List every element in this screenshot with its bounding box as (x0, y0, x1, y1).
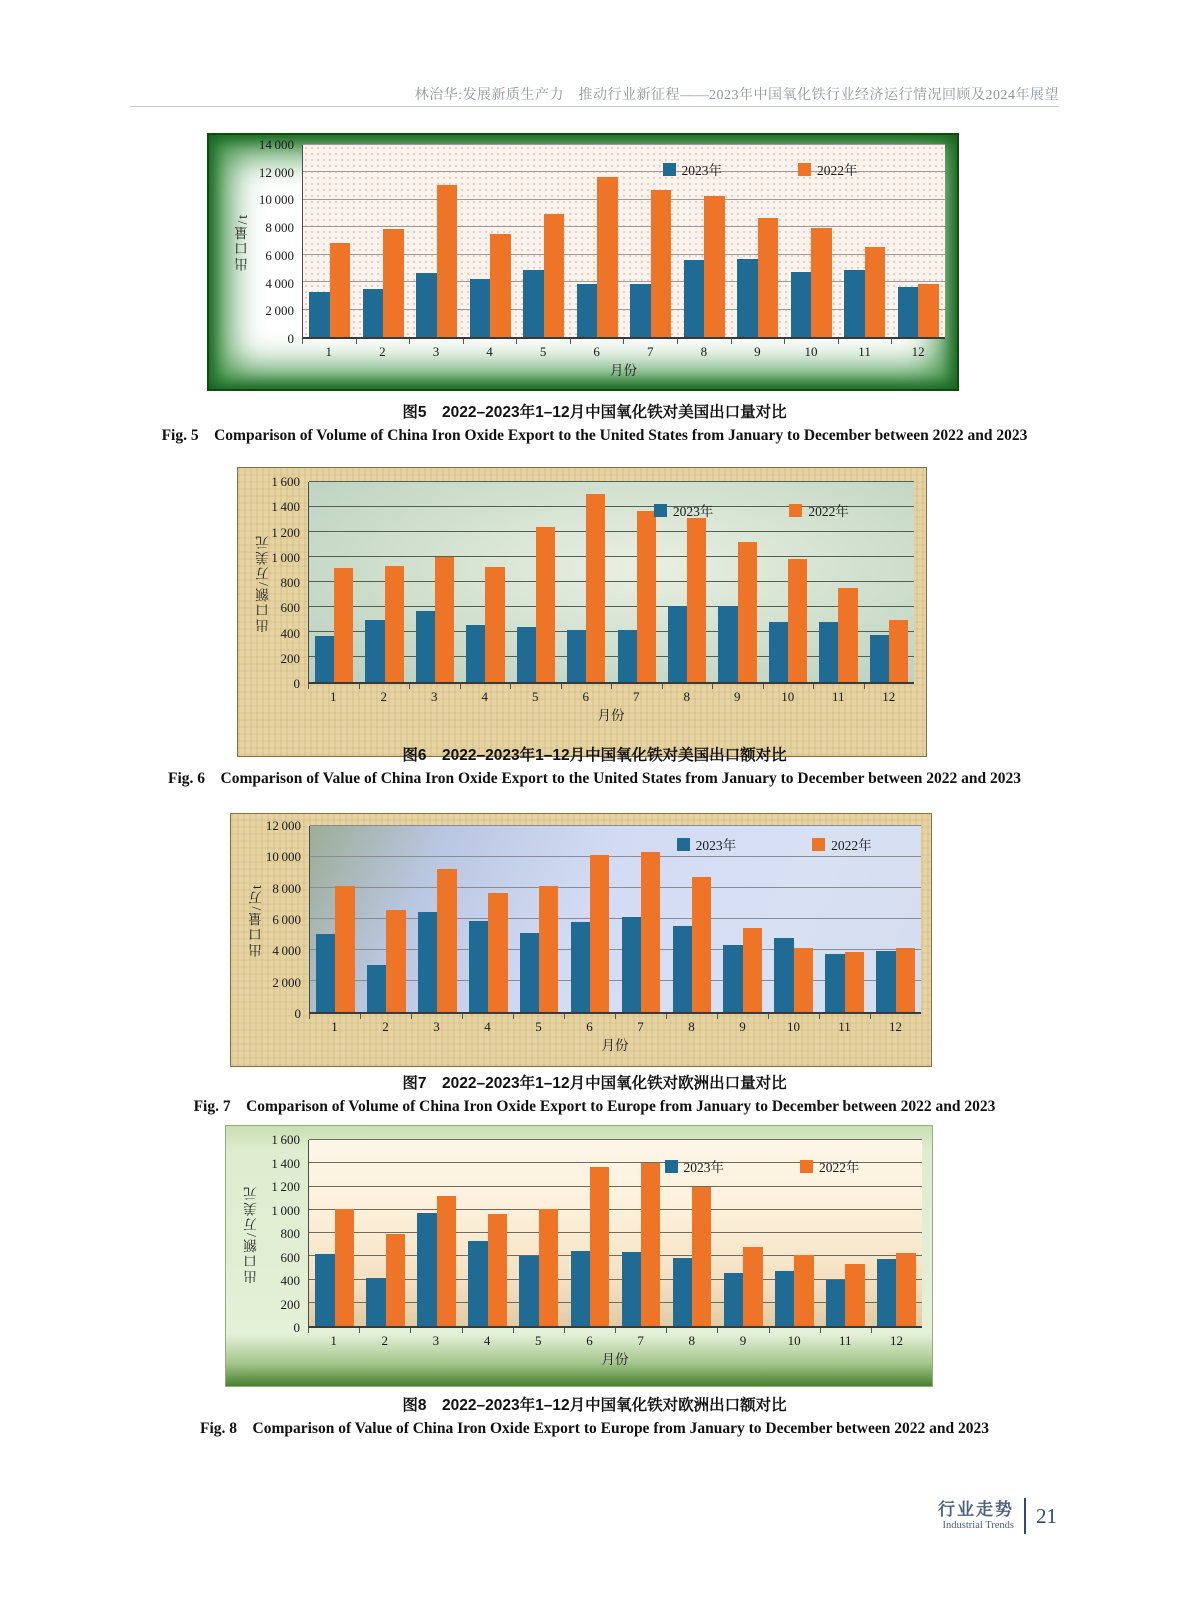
x-tick-label: 2 (360, 1018, 411, 1036)
bar-group-month-3 (411, 1140, 462, 1326)
y-tick-label: 0 (287, 331, 294, 346)
bar-2022-month-11 (845, 952, 864, 1012)
bar-group-month-2 (361, 826, 412, 1012)
bar-2022-month-4 (488, 893, 507, 1012)
plot-area (302, 145, 945, 339)
y-tick-label: 6 000 (265, 247, 294, 263)
legend-label: 2023年 (681, 163, 723, 178)
bar-2023-month-10 (774, 938, 793, 1012)
bar-2022-month-5 (536, 527, 555, 682)
x-tick-label: 12 (870, 1018, 921, 1036)
bar-2023-month-6 (571, 1251, 590, 1326)
y-tick-label: 0 (294, 1006, 301, 1021)
bar-group-month-5 (514, 826, 565, 1012)
bar-2022-month-1 (330, 243, 350, 337)
bar-2023-month-8 (684, 260, 704, 337)
y-tick-label: 1 600 (271, 1132, 300, 1147)
bar-group-month-1 (309, 482, 359, 682)
bar-2023-month-3 (416, 273, 436, 337)
legend-item-2023 (677, 834, 737, 854)
legend-swatch (663, 163, 676, 176)
bar-group-month-2 (360, 1140, 411, 1326)
figure-6-caption-cn: 图6 2022–2023年1–12月中国氧化铁对美国出口额对比 (402, 747, 787, 764)
x-tick-label: 1 (302, 343, 356, 361)
bar-2023-month-6 (571, 922, 590, 1012)
bar-2022-month-7 (641, 852, 660, 1012)
x-tick-label: 8 (666, 1018, 717, 1036)
bar-group-month-2 (357, 145, 411, 337)
x-tick-label: 4 (463, 343, 517, 361)
legend-label: 2023年 (695, 838, 737, 853)
legend (663, 159, 858, 179)
bar-2022-month-1 (334, 568, 353, 682)
y-tick-label: 200 (280, 1296, 300, 1312)
bar-2023-month-3 (416, 611, 435, 682)
y-tick-label: 1 200 (271, 524, 300, 540)
y-tick-label: 1 200 (271, 1179, 300, 1194)
plot-area (308, 482, 914, 684)
legend-swatch (798, 163, 811, 176)
bar-2023-month-4 (469, 921, 488, 1012)
x-tick-label: 1 (308, 688, 359, 706)
x-tick-label: 11 (819, 1018, 870, 1036)
figure-7-caption-en: Fig. 7 Comparison of Volume of China Iron Oxide Export to Europe from January to December between 2022 and 2023 (193, 1098, 996, 1115)
bar-2023-month-12 (870, 635, 889, 682)
bar-2022-month-3 (437, 185, 457, 337)
x-tick-label: 5 (513, 1332, 564, 1350)
y-tick-label: 1 000 (271, 549, 300, 565)
x-tick-label: 9 (717, 1332, 768, 1350)
bar-2022-month-2 (383, 229, 403, 337)
y-tick-label: 200 (280, 650, 300, 666)
bar-2022-month-5 (539, 886, 558, 1012)
legend-label: 2022年 (817, 163, 858, 178)
bar-2022-month-3 (437, 1196, 456, 1326)
bar-2022-month-1 (335, 1209, 354, 1326)
bar-2022-month-10 (794, 948, 813, 1012)
x-tick-label: 6 (570, 343, 624, 361)
x-tick-label: 8 (662, 688, 713, 706)
x-tick-label: 2 (359, 1332, 410, 1350)
bar-2022-month-12 (896, 1253, 915, 1326)
bar-group-month-6 (571, 145, 625, 337)
legend-swatch (812, 838, 825, 851)
footer-divider (1024, 1498, 1026, 1534)
bar-2023-month-9 (718, 606, 737, 682)
bar-group-month-5 (511, 482, 561, 682)
y-axis-title: 出口量/万t (249, 883, 264, 957)
bar-group-month-6 (565, 826, 616, 1012)
bar-group-month-4 (460, 482, 510, 682)
bar-group-month-5 (517, 145, 571, 337)
page-number: 21 (1036, 1503, 1057, 1528)
bar-2022-month-8 (687, 518, 706, 682)
legend (677, 834, 872, 854)
bar-2022-month-4 (490, 234, 510, 337)
figure-5-caption-en: Fig. 5 Comparison of Volume of China Iron Oxide Export to the United States from January to December between 2022 and 2023 (161, 427, 1028, 444)
bar-group-month-7 (615, 1140, 666, 1326)
bar-2022-month-12 (889, 620, 908, 683)
x-axis-title: 月份 (597, 708, 625, 723)
bar-group-month-3 (410, 145, 464, 337)
x-tick-label: 3 (409, 343, 463, 361)
bar-2023-month-12 (877, 1259, 896, 1326)
legend-item-2022 (789, 500, 849, 520)
bar-2023-month-4 (470, 279, 490, 337)
bar-2023-month-4 (466, 625, 485, 683)
bar-2023-month-8 (668, 606, 687, 682)
x-tick-label: 3 (411, 1018, 462, 1036)
y-tick-label: 12 000 (265, 818, 301, 833)
legend-item-2022 (798, 159, 858, 179)
bar-2023-month-2 (367, 965, 386, 1012)
y-axis-title: 出口量/t (235, 212, 250, 272)
bar-group-month-1 (303, 145, 357, 337)
bar-2022-month-2 (386, 910, 405, 1012)
x-tick-label: 2 (356, 343, 410, 361)
bar-2022-month-9 (738, 542, 757, 682)
x-tick-labels (308, 688, 914, 706)
bar-2023-month-2 (366, 1278, 385, 1326)
bar-2023-month-11 (844, 270, 864, 337)
bar-group-month-3 (410, 482, 460, 682)
x-tick-label: 10 (768, 1018, 819, 1036)
y-tick-label: 400 (280, 625, 300, 641)
bar-2023-month-6 (577, 284, 597, 337)
x-tick-label: 1 (308, 1332, 359, 1350)
legend-label: 2022年 (808, 504, 849, 519)
y-tick-label: 800 (280, 1226, 300, 1241)
bar-2023-month-2 (363, 289, 383, 337)
legend-item-2023 (663, 159, 723, 179)
x-tick-label: 11 (838, 343, 892, 361)
running-head: 林治华:发展新质生产力 推动行业新征程——2023年中国氧化铁行业经济运行情况回顾及2024年展望 (414, 88, 1059, 103)
x-tick-labels (302, 343, 945, 361)
bar-group-month-6 (564, 1140, 615, 1326)
bar-2023-month-11 (825, 954, 844, 1012)
bar-group-month-7 (616, 826, 667, 1012)
legend-label: 2022年 (819, 1160, 860, 1175)
bar-2023-month-11 (819, 622, 838, 682)
bar-2023-month-1 (315, 636, 334, 682)
bar-2022-month-2 (385, 566, 404, 682)
figure-7-caption-cn: 图7 2022–2023年1–12月中国氧化铁对欧洲出口量对比 (402, 1075, 787, 1092)
y-tick-label: 600 (280, 1249, 300, 1265)
x-axis-title: 月份 (601, 1038, 629, 1053)
y-tick-label: 1 000 (271, 1202, 300, 1218)
bar-2023-month-1 (309, 292, 329, 337)
bar-group-month-3 (412, 826, 463, 1012)
bar-group-month-4 (463, 826, 514, 1012)
bar-2022-month-8 (692, 1187, 711, 1327)
footer-title-en: Industrial Trends (942, 1520, 1014, 1531)
bar-2022-month-8 (692, 877, 711, 1012)
legend-item-2022 (812, 834, 872, 854)
legend-swatch (654, 504, 667, 517)
y-tick-label: 1 400 (271, 499, 300, 515)
legend (654, 500, 849, 520)
y-tick-label: 10 000 (258, 192, 294, 208)
bar-group-month-2 (359, 482, 409, 682)
x-tick-label: 6 (564, 1018, 615, 1036)
x-tick-label: 9 (731, 343, 785, 361)
x-tick-label: 7 (615, 1018, 666, 1036)
bar-2022-month-11 (845, 1264, 864, 1326)
bar-2022-month-1 (335, 886, 354, 1012)
bar-2023-month-6 (567, 630, 586, 683)
bar-2023-month-9 (737, 259, 757, 337)
y-tick-label: 4 000 (265, 275, 294, 291)
x-tick-label: 3 (409, 688, 460, 706)
legend-swatch (665, 1160, 678, 1173)
bar-2023-month-2 (365, 620, 384, 682)
legend-item-2023 (665, 1156, 725, 1176)
bar-2023-month-12 (876, 951, 895, 1012)
x-tick-label: 5 (513, 1018, 564, 1036)
figure-6-chart (237, 467, 927, 757)
legend-label: 2023年 (683, 1160, 725, 1175)
x-tick-label: 8 (666, 1332, 717, 1350)
x-tick-label: 8 (677, 343, 731, 361)
y-tick-label: 8 000 (272, 880, 301, 896)
figure-8-caption-cn: 图8 2022–2023年1–12月中国氧化铁对欧洲出口额对比 (402, 1397, 787, 1414)
header-rule (130, 106, 1059, 107)
legend-swatch (789, 504, 802, 517)
x-tick-label: 10 (784, 343, 838, 361)
bar-2023-month-10 (791, 272, 811, 337)
y-tick-label: 1 600 (271, 474, 300, 489)
x-tick-label: 7 (615, 1332, 666, 1350)
bar-2022-month-10 (788, 559, 807, 682)
bar-2022-month-6 (590, 1167, 609, 1326)
bar-2022-month-10 (811, 228, 831, 337)
bar-group-month-5 (513, 1140, 564, 1326)
y-tick-label: 800 (280, 575, 300, 590)
bar-group-month-12 (864, 482, 914, 682)
bar-2023-month-7 (622, 917, 641, 1012)
figure-8-caption-en: Fig. 8 Comparison of Value of China Iron Oxide Export to Europe from January to December between 2022 and 2023 (200, 1420, 989, 1437)
x-tick-label: 11 (820, 1332, 871, 1350)
bar-2023-month-7 (618, 630, 637, 682)
x-tick-label: 9 (712, 688, 763, 706)
y-tick-label: 8 000 (265, 220, 294, 236)
bar-2022-month-7 (641, 1163, 660, 1326)
x-axis-title: 月份 (601, 1352, 629, 1367)
x-tick-label: 12 (864, 688, 915, 706)
bar-2022-month-4 (488, 1214, 507, 1326)
bar-group-month-4 (464, 145, 518, 337)
x-tick-label: 6 (564, 1332, 615, 1350)
legend-swatch (677, 838, 690, 851)
y-tick-label: 2 000 (272, 974, 301, 990)
x-tick-label: 7 (611, 688, 662, 706)
bar-2023-month-1 (316, 934, 335, 1012)
bar-2023-month-7 (630, 284, 650, 337)
y-tick-label: 0 (293, 1320, 300, 1335)
x-tick-label: 4 (462, 1018, 513, 1036)
x-tick-label: 9 (717, 1018, 768, 1036)
bar-2022-month-6 (586, 494, 605, 682)
y-axis-title: 出口额/万美元 (244, 1184, 259, 1284)
bar-2023-month-12 (898, 287, 918, 337)
bar-2023-month-4 (468, 1241, 487, 1326)
bar-2022-month-12 (918, 284, 938, 337)
bar-2022-month-5 (539, 1209, 558, 1326)
figure-5-caption-cn: 图5 2022–2023年1–12月中国氧化铁对美国出口量对比 (402, 404, 787, 421)
y-tick-label: 600 (280, 600, 300, 616)
x-tick-labels (308, 1332, 922, 1350)
bar-2023-month-5 (517, 627, 536, 682)
y-axis-title: 出口额/万美元 (256, 533, 271, 633)
bar-2022-month-9 (743, 928, 762, 1012)
footer-section-title (938, 1500, 1014, 1532)
bar-2023-month-3 (418, 912, 437, 1012)
y-tick-label: 10 000 (265, 849, 301, 865)
y-tick-label: 12 000 (258, 164, 294, 180)
bar-2022-month-8 (704, 196, 724, 337)
bar-group-month-6 (561, 482, 611, 682)
bar-group-month-1 (309, 1140, 360, 1326)
x-tick-labels (309, 1018, 921, 1036)
x-tick-label: 12 (871, 1332, 922, 1350)
bar-2022-month-11 (865, 247, 885, 337)
bar-group-month-4 (462, 1140, 513, 1326)
x-tick-label: 10 (769, 1332, 820, 1350)
legend-item-2023 (654, 500, 714, 520)
bar-2022-month-3 (435, 557, 454, 682)
bar-2022-month-4 (485, 567, 504, 682)
bar-2023-month-8 (673, 1258, 692, 1326)
legend-label: 2022年 (831, 838, 872, 853)
x-tick-label: 11 (813, 688, 864, 706)
y-tick-label: 6 000 (272, 912, 301, 927)
bar-2023-month-11 (826, 1280, 845, 1327)
bar-2022-month-6 (590, 855, 609, 1012)
bar-2022-month-10 (794, 1255, 813, 1326)
x-tick-label: 1 (309, 1018, 360, 1036)
x-tick-label: 4 (462, 1332, 513, 1350)
legend-swatch (800, 1160, 813, 1173)
plot-area (308, 1140, 922, 1328)
bar-group-month-12 (870, 826, 921, 1012)
legend-item-2022 (800, 1156, 860, 1176)
legend (665, 1156, 860, 1176)
footer-title-cn: 行业走势 (938, 1500, 1014, 1519)
plot-area (309, 826, 921, 1014)
bar-2023-month-5 (520, 933, 539, 1012)
y-tick-label: 4 000 (272, 943, 301, 959)
figure-7-chart (230, 813, 932, 1067)
bar-2022-month-12 (896, 948, 915, 1012)
bar-2022-month-7 (637, 511, 656, 682)
x-tick-label: 12 (891, 343, 945, 361)
bar-2022-month-2 (386, 1234, 405, 1326)
legend-label: 2023年 (672, 504, 714, 519)
bar-2022-month-11 (838, 588, 857, 682)
bar-2023-month-10 (775, 1271, 794, 1326)
x-tick-label: 5 (516, 343, 570, 361)
bar-2022-month-6 (597, 177, 617, 337)
x-tick-label: 5 (510, 688, 561, 706)
bar-2022-month-9 (758, 218, 778, 337)
bar-2023-month-9 (723, 945, 742, 1012)
bar-2023-month-8 (673, 926, 692, 1012)
bar-group-month-12 (871, 1140, 922, 1326)
figure-8-chart (225, 1125, 933, 1387)
x-tick-label: 10 (763, 688, 814, 706)
y-tick-label: 0 (293, 676, 300, 691)
y-tick-label: 2 000 (265, 303, 294, 319)
y-tick-label: 1 400 (271, 1155, 300, 1171)
bar-2023-month-3 (417, 1213, 436, 1326)
bar-2022-month-9 (743, 1247, 762, 1326)
y-tick-label: 14 000 (258, 137, 294, 152)
bar-2023-month-7 (622, 1252, 641, 1326)
x-tick-label: 7 (623, 343, 677, 361)
x-tick-label: 4 (460, 688, 511, 706)
y-tick-label: 400 (280, 1273, 300, 1288)
bar-2022-month-5 (544, 214, 564, 337)
x-axis-title: 月份 (610, 363, 637, 378)
bar-2023-month-1 (315, 1254, 334, 1326)
bar-2023-month-5 (519, 1256, 538, 1326)
bar-2023-month-10 (769, 622, 788, 682)
figure-6-caption-en: Fig. 6 Comparison of Value of China Iron Oxide Export to the United States from January to December between 2022 and 2023 (168, 770, 1021, 787)
x-tick-label: 6 (561, 688, 612, 706)
page-footer (938, 1498, 1057, 1534)
figure-5-chart (207, 133, 959, 391)
bar-group-month-12 (892, 145, 946, 337)
bar-2023-month-5 (523, 270, 543, 337)
bar-2022-month-7 (651, 190, 671, 337)
x-tick-label: 3 (410, 1332, 461, 1350)
bar-2022-month-3 (437, 869, 456, 1012)
bar-group-month-1 (310, 826, 361, 1012)
bar-2023-month-9 (724, 1273, 743, 1326)
x-tick-label: 2 (359, 688, 410, 706)
